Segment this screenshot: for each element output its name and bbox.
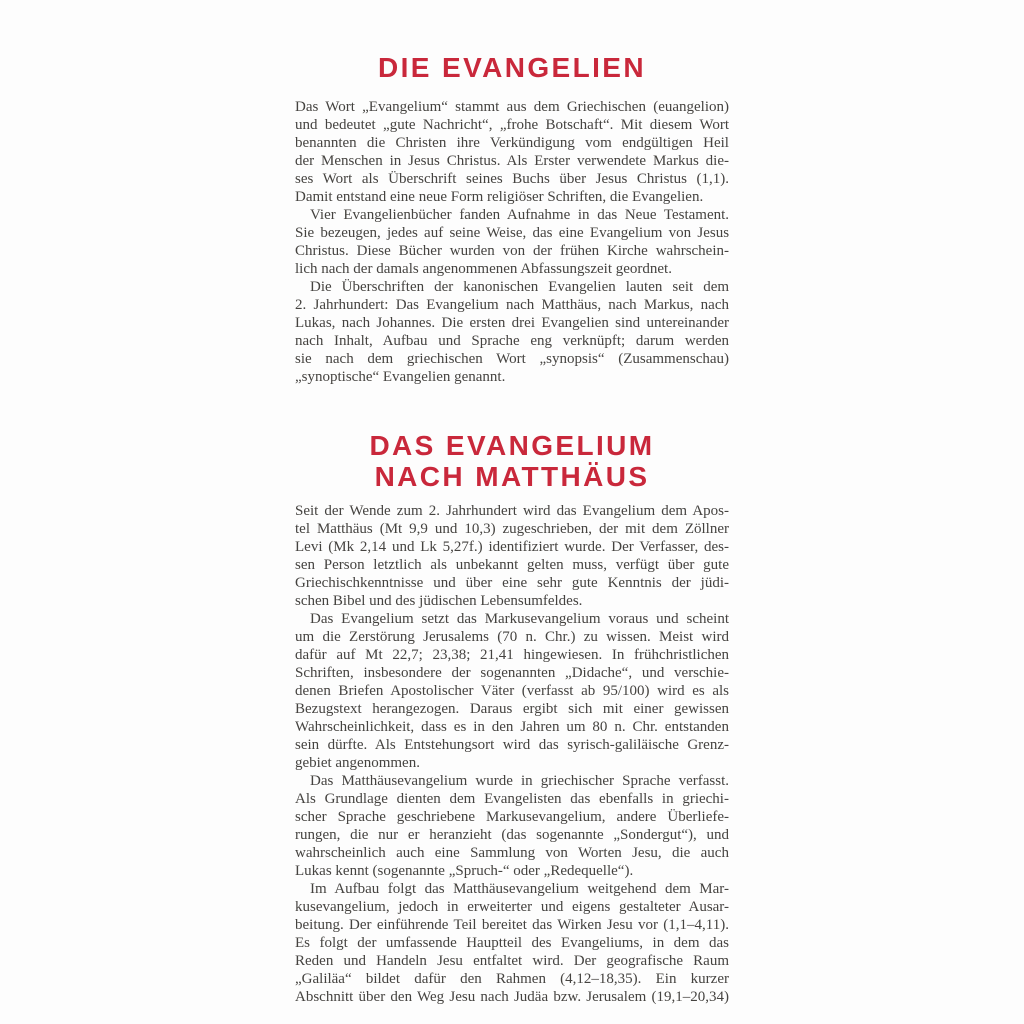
section-body-matthaeus — [295, 502, 729, 1006]
text-line: sen Person letztlich als unbekannt gelten muss, verfügt über gute — [295, 557, 729, 573]
text-line: wahrscheinlich auch eine Sammlung von Worten Jesu, die auch — [295, 845, 729, 861]
text-line: Reden und Handeln Jesu entfaltet wird. Der geografische Raum — [295, 953, 729, 969]
text-line: der Menschen in Jesus Christus. Als Erster verwendete Markus die- — [295, 153, 730, 169]
text-line: lich nach der damals angenommenen Abfassungszeit geordnet. — [295, 261, 672, 277]
text-line: nach Inhalt, Aufbau und Sprache eng verknüpft; darum werden — [295, 333, 729, 349]
text-line: „synoptische“ Evangelien genannt. — [295, 369, 506, 385]
text-line: ses Wort als Überschrift seines Buchs über Jesus Christus (1,1). — [295, 171, 730, 187]
text-line: gebiet angenommen. — [295, 755, 420, 771]
text-line: kusevangelium, jedoch in erweiterter und eigens gestalteter Ausar- — [295, 899, 729, 915]
text-line: Es folgt der umfassende Hauptteil des Evangeliums, in dem das — [295, 935, 729, 951]
text-column — [295, 0, 729, 1006]
text-line: Das Matthäusevangelium wurde in griechischer Sprache verfasst. — [310, 773, 730, 789]
text-line: 2. Jahrhundert: Das Evangelium nach Matthäus, nach Markus, nach — [295, 297, 729, 313]
text-line: Griechischkenntnisse und über eine sehr gute Kenntnis der jüdi- — [295, 575, 730, 591]
text-line: rungen, die nur er heranzieht (das sogenannte „Sondergut“), und — [295, 827, 730, 843]
text-line: schen Bibel und des jüdischen Lebensumfeldes. — [295, 593, 583, 609]
paragraph — [295, 610, 729, 772]
text-line: sein dürfte. Als Entstehungsort wird das syrisch-galiläische Grenz- — [295, 737, 729, 753]
heading-line: DAS EVANGELIUM — [369, 430, 655, 461]
paragraph — [295, 206, 729, 278]
section-body-die-evangelien — [295, 98, 729, 386]
text-line: „Galiläa“ bildet dafür den Rahmen (4,12–18,35). Ein kurzer — [295, 971, 729, 987]
text-line: Das Evangelium setzt das Markusevangelium voraus und scheint — [310, 611, 730, 627]
heading-line: NACH MATTHÄUS — [374, 461, 650, 492]
text-line: Die Überschriften der kanonischen Evangelien lauten seit dem — [310, 279, 730, 295]
text-line: denen Briefen Apostolischer Väter (verfasst ab 95/100) wird es als — [295, 683, 730, 699]
text-line: Abschnitt über den Weg Jesu nach Judäa bzw. Jerusalem (19,1–20,34) — [295, 989, 729, 1005]
text-line: tel Matthäus (Mt 9,9 und 10,3) zugeschrieben, der mit dem Zöllner — [295, 521, 729, 537]
text-line: scher Sprache geschriebene Markusevangelium, andere Überliefe- — [295, 809, 729, 825]
paragraph — [295, 278, 729, 386]
paragraph — [295, 772, 729, 880]
text-line: Wahrscheinlichkeit, dass es in den Jahren um 80 n. Chr. entstanden — [295, 719, 729, 735]
text-line: Vier Evangelienbücher fanden Aufnahme in das Neue Testament. — [310, 207, 730, 223]
text-line: um die Zerstörung Jerusalems (70 n. Chr.) zu wissen. Meist wird — [295, 629, 729, 645]
text-line: Als Grundlage dienten dem Evangelisten das ebenfalls in griechi- — [295, 791, 729, 807]
section-heading-matthaeus — [295, 430, 729, 492]
text-line: Lukas, nach Johannes. Die ersten drei Evangelien sind untereinander — [295, 315, 729, 331]
text-line: Schriften, insbesondere der sogenannten „Didache“, und verschie- — [295, 665, 730, 681]
paragraph — [295, 98, 729, 206]
text-line: Damit entstand eine neue Form religiöser Schriften, die Evangelien. — [295, 189, 704, 205]
text-line: Lukas kennt (sogenannte „Spruch-“ oder „Redequelle“). — [295, 863, 634, 879]
text-line: und bedeutet „gute Nachricht“, „frohe Botschaft“. Mit diesem Wort — [295, 117, 730, 133]
section-heading-die-evangelien: DIE EVANGELIEN — [377, 52, 646, 83]
text-line: Das Wort „Evangelium“ stammt aus dem Griechischen (euangelion) — [295, 99, 729, 115]
text-line: Seit der Wende zum 2. Jahrhundert wird das Evangelium dem Apos- — [295, 503, 730, 519]
text-line: Im Aufbau folgt das Matthäusevangelium weitgehend dem Mar- — [310, 881, 729, 897]
text-line: sie nach dem griechischen Wort „synopsis“ (Zusammenschau) — [295, 351, 729, 367]
text-line: Levi (Mk 2,14 und Lk 5,27f.) identifiziert wurde. Der Verfasser, des- — [295, 539, 729, 555]
text-line: Sie bezeugen, jedes auf seine Weise, das eine Evangelium von Jesus — [295, 225, 730, 241]
text-line: benannten die Christen ihre Verkündigung vom endgültigen Heil — [295, 135, 729, 151]
text-line: dafür auf Mt 22,7; 23,38; 21,41 hingewiesen. In frühchristlichen — [295, 647, 730, 663]
text-line: beitung. Der einführende Teil bereitet das Wirken Jesu vor (1,1–4,11). — [295, 917, 729, 933]
paragraph — [295, 502, 729, 610]
text-line: Bezugstext herangezogen. Daraus ergibt sich mit einer gewissen — [295, 701, 730, 717]
text-line: Christus. Diese Bücher wurden von der frühen Kirche wahrschein- — [295, 243, 730, 259]
paragraph — [295, 880, 729, 1006]
